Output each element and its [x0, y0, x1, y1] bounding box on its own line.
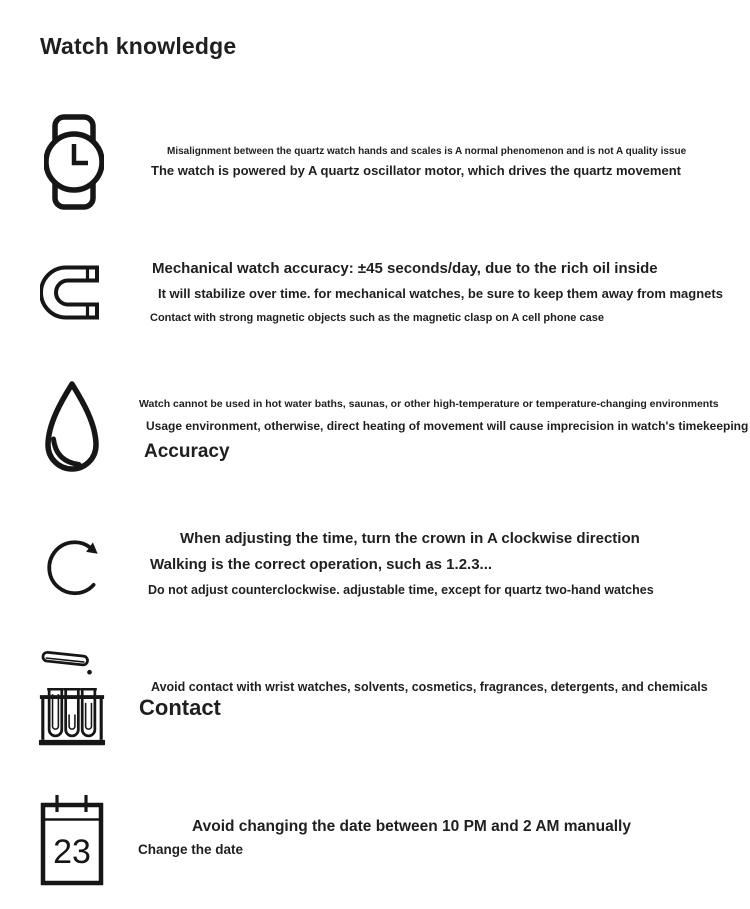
page-title: Watch knowledge [40, 33, 237, 59]
water-drop-icon [38, 381, 106, 479]
date-note-main: Change the date [138, 842, 244, 857]
quartz-note-main: The watch is powered by A quartz oscillator motor, which drives the quartz movement [151, 163, 681, 178]
magnet-icon [40, 264, 106, 322]
temperature-note-small: Watch cannot be used in hot water baths, saunas, or other high-temperature or temperature-changing environments [139, 398, 719, 410]
magnet-note-small: Contact with strong magnetic objects such as the magnetic clasp on A cell phone case [150, 312, 604, 324]
crown-note-headline: When adjusting the time, turn the crown in A clockwise direction [180, 530, 640, 547]
magnet-note-main: It will stabilize over time. for mechanical watches, be sure to keep them away from magnets [158, 286, 723, 301]
accuracy-heading: Accuracy [144, 441, 230, 462]
calendar-icon [40, 792, 104, 887]
contact-heading: Contact [139, 695, 221, 720]
crown-note-main: Walking is the correct operation, such as 1.2.3... [150, 556, 493, 573]
test-tubes-icon [36, 648, 108, 748]
clockwise-arrow-icon [42, 527, 108, 604]
watch-icon [44, 114, 104, 210]
magnet-note-headline: Mechanical watch accuracy: ±45 seconds/day, due to the rich oil inside [152, 260, 658, 277]
calendar-date: 23 [53, 833, 91, 871]
quartz-note-small: Misalignment between the quartz watch hands and scales is A normal phenomenon and is not A quality issue [167, 146, 687, 157]
crown-note-small: Do not adjust counterclockwise. adjustable time, except for quartz two-hand watches [148, 583, 654, 597]
contact-note-main: Avoid contact with wrist watches, solvents, cosmetics, fragrances, detergents, and chemicals [151, 680, 708, 694]
date-note-headline: Avoid changing the date between 10 PM and 2 AM manually [192, 818, 631, 835]
temperature-note-main: Usage environment, otherwise, direct heating of movement will cause imprecision in watch's timekeeping [146, 419, 749, 433]
